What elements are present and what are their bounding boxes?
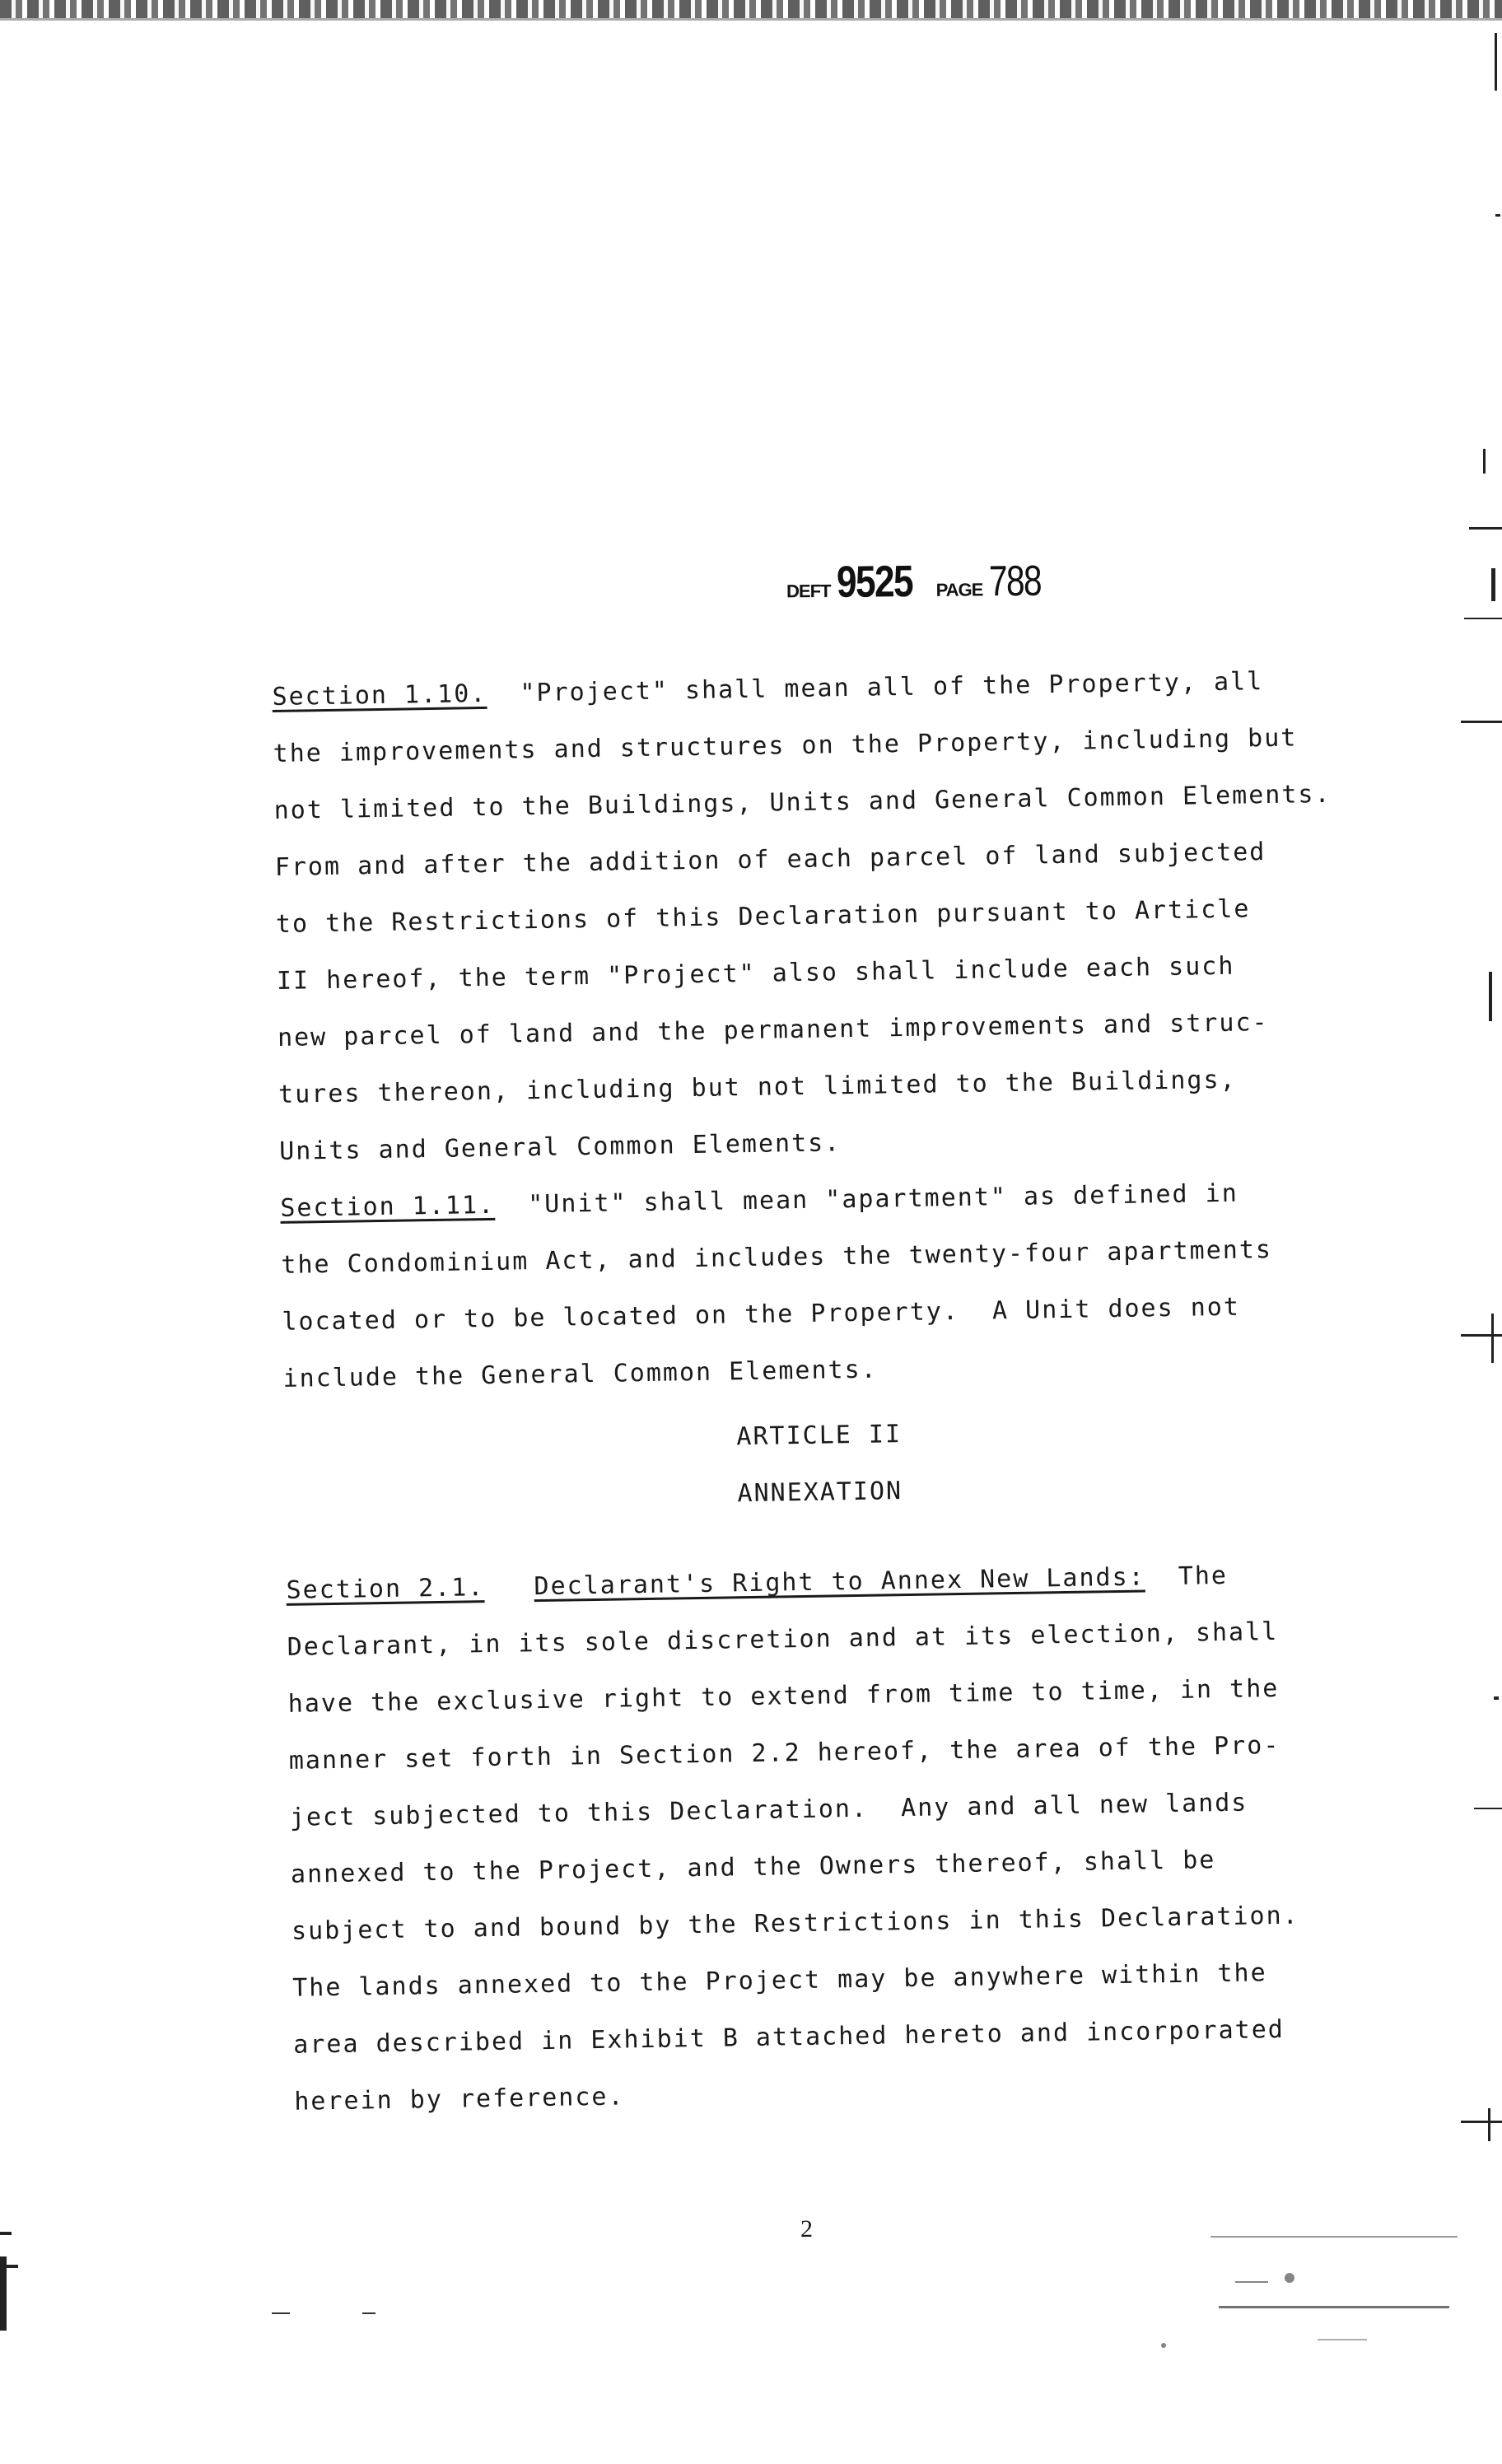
scan-artifact-line bbox=[1235, 2281, 1268, 2283]
page-label: PAGE bbox=[935, 579, 983, 600]
text-line: Section 1.11. "Unit" shall mean "apartment" as defined in bbox=[280, 1178, 1239, 1223]
text-line: annexed to the Project, and the Owners thereof, shall be bbox=[290, 1846, 1216, 1889]
scan-artifact-line bbox=[1285, 2273, 1294, 2283]
scan-artifact-line bbox=[1161, 2343, 1166, 2348]
scan-artifact-line bbox=[362, 2312, 376, 2314]
section-2-1-heading: Declarant's Right to Annex New Lands: bbox=[534, 1562, 1145, 1602]
page-mark: 2 bbox=[800, 2215, 813, 2242]
section-1-11-label: Section 1.11. bbox=[280, 1190, 496, 1223]
recording-stamp bbox=[786, 555, 1057, 607]
scan-top-edge bbox=[0, 0, 1502, 18]
text-line: to the Restrictions of this Declaration pursuant to Article bbox=[275, 894, 1251, 939]
section-2-1-label: Section 2.1. bbox=[286, 1573, 485, 1605]
text-line: new parcel of land and the permanent improvements and struc- bbox=[277, 1008, 1269, 1052]
scan-artifact-line bbox=[1210, 2236, 1458, 2238]
text-line: From and after the addition of each parcel of land subjected bbox=[274, 838, 1266, 882]
article-number: ARTICLE II bbox=[736, 1420, 903, 1452]
text-line: ject subjected to this Declaration. Any and all new lands bbox=[289, 1788, 1248, 1832]
section-1-10-label: Section 1.10. bbox=[272, 679, 487, 712]
scan-artifact-line bbox=[1318, 2339, 1367, 2340]
text-line: The lands annexed to the Project may be anywhere within the bbox=[292, 1958, 1267, 2003]
text-line: Units and General Common Elements. bbox=[278, 1128, 842, 1166]
text-line: not limited to the Buildings, Units and General Common Elements. bbox=[273, 779, 1332, 825]
text-line: manner set forth in Section 2.2 hereof, the area of the Pro- bbox=[288, 1730, 1280, 1776]
book-number: 9525 bbox=[837, 557, 913, 607]
text-line: II hereof, the term "Project" also shall include each such bbox=[276, 951, 1235, 996]
text-line: the Condominium Act, and includes the twenty-four apartments bbox=[281, 1235, 1273, 1280]
document-body bbox=[272, 651, 1398, 2130]
text-line: have the exclusive right to extend from time to time, in the bbox=[287, 1673, 1280, 1719]
text-line: Section 1.10. "Project" shall mean all of the Property, all bbox=[272, 667, 1264, 712]
scan-artifact-line bbox=[1219, 2306, 1449, 2308]
book-label: DEFT bbox=[786, 580, 831, 602]
text-line: area described in Exhibit B attached hereto and incorporated bbox=[292, 2014, 1285, 2060]
scan-left-edge bbox=[0, 2207, 20, 2339]
text-line: subject to and bound by the Restrictions in this Declaration. bbox=[291, 1901, 1299, 1946]
scan-artifact-line bbox=[272, 2312, 290, 2314]
scan-top-edge-line bbox=[0, 18, 1502, 21]
text-line: Declarant, in its sole discretion and at its election, shall bbox=[287, 1617, 1279, 1662]
text-line: herein by reference. bbox=[294, 2082, 625, 2116]
page-number: 788 bbox=[989, 557, 1042, 606]
section-2-1-heading-line: Section 2.1. Declarant's Right to Annex New Lands: The bbox=[286, 1561, 1229, 1605]
scan-right-edge bbox=[1461, 0, 1502, 2464]
text-line: located or to be located on the Property. A Unit does not bbox=[282, 1292, 1241, 1337]
text-line: include the General Common Elements. bbox=[282, 1355, 878, 1393]
article-title: ANNEXATION bbox=[737, 1477, 903, 1509]
text-line: the improvements and structures on the Property, including but bbox=[273, 723, 1298, 768]
text-line: tures thereon, including but not limited to the Buildings, bbox=[278, 1065, 1237, 1109]
